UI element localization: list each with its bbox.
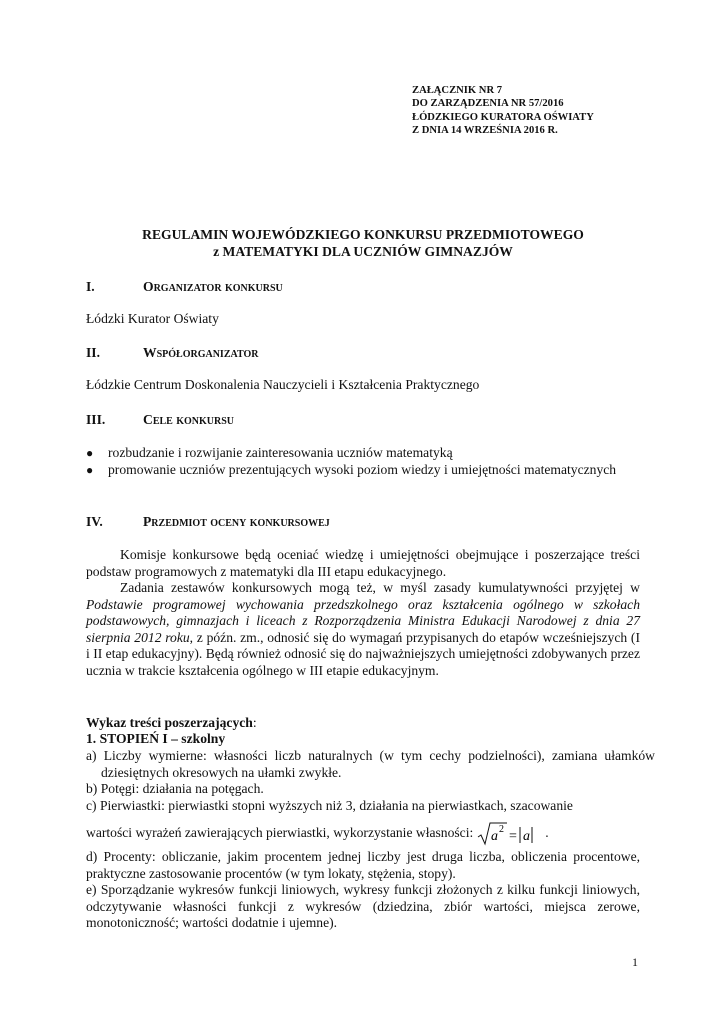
bullet-icon: ● <box>86 462 94 477</box>
page-number: 1 <box>632 955 638 969</box>
list-item <box>86 462 640 479</box>
section-heading-subject <box>86 514 330 531</box>
formula-var: a <box>491 828 499 844</box>
annex-line: Z DNIA 14 WRZEŚNIA 2016 R. <box>412 125 558 137</box>
regulation-title: Podstawie programowej wychowania przedszkolnego oraz kształcenia ogólnego w szkołach podstawowych, gimnazjach i liceach z Rozporządzenia Ministra Edukacji Narodowej z dnia 27 sierpnia 2012 roku <box>86 596 640 645</box>
section-heading-coorganizer <box>86 345 258 362</box>
paragraph-text: Zadania zestawów konkursowych mogą też, w myśl zasady kumulatywności przyjętej w <box>120 580 640 595</box>
scope-heading-text: Wykaz treści poszerzających <box>86 715 253 730</box>
list-item-text: promowanie uczniów prezentujących wysoki poziom wiedzy i umiejętności matematycznych <box>108 461 617 477</box>
scope-item-c-line2 <box>86 820 640 846</box>
formula-exp: 2 <box>499 823 505 835</box>
scope-item-d: d) Procenty: obliczanie, jakim procentem jednej liczby jest druga liczba, obliczenia procentowe, praktyczne zastosowanie procentów (w tym lokaty, stężenia, stopy). <box>86 849 640 881</box>
list-item-text: rozbudzanie i rozwijanie zainteresowania uczniów matematyką <box>108 445 453 460</box>
paragraph-text: , z późn. zm., odnosić się do wymagań przypisanych do etapów wcześniejszych (I i II etap edukacyjny). Będą również odnosić się do najważniejszych umiejętności zdobywanych przez ucznia w trakcie kształcenia ogólnego w III etapie edukacyjnym. <box>86 629 640 678</box>
section-heading-organizer <box>86 279 283 296</box>
scope-item-a: a) Liczby wymierne: własności liczb naturalnych (w tym cechy podzielności), zamiana ułamków dziesiętnych okresowych na ułamki zwykłe. <box>86 748 655 780</box>
section-title: Przedmiot oceny konkursowej <box>143 514 330 529</box>
section-number: IV. <box>86 514 103 529</box>
goals-list <box>86 445 640 478</box>
coorganizer-text: Łódzkie Centrum Doskonalenia Nauczycieli i Kształcenia Praktycznego <box>86 377 480 392</box>
section-heading-goals <box>86 412 234 429</box>
formula-abs-var: a <box>523 828 531 844</box>
bullet-icon: ● <box>86 446 94 460</box>
scope-heading-colon: : <box>252 715 257 730</box>
title-line-2: z MATEMATYKI DLA UCZNIÓW GIMNAZJÓW <box>213 243 513 259</box>
organizer-text: Łódzki Kurator Oświaty <box>86 311 219 326</box>
section-title: Organizator konkursu <box>143 279 283 294</box>
formula-eq: = <box>509 828 518 844</box>
scope-heading <box>86 715 640 732</box>
scope-item-c-text: wartości wyrażeń zawierających pierwiastki, wykorzystanie własności: <box>86 825 474 840</box>
scope-item-c-end: . <box>545 825 549 840</box>
scope-item-c-line1: c) Pierwiastki: pierwiastki stopni wyższych niż 3, działania na pierwiastkach, szacowanie <box>86 798 573 813</box>
section-number: III. <box>86 412 106 427</box>
scope-item-b: b) Potęgi: działania na potęgach. <box>86 781 264 796</box>
annex-header <box>412 84 594 138</box>
section-title: Cele konkursu <box>143 412 235 427</box>
subject-paragraph-1: Komisje konkursowe będą oceniać wiedzę i umiejętności obejmujące i poszerzające treści podstaw programowych z matematyki dla III etapu edukacyjnego. <box>86 547 640 579</box>
level-heading: 1. STOPIEŃ I – szkolny <box>86 731 226 746</box>
document-title <box>86 227 640 260</box>
annex-line: ZAŁĄCZNIK NR 7 <box>412 85 503 96</box>
list-item <box>86 445 640 462</box>
annex-line: ŁÓDZKIEGO KURATORA OŚWIATY <box>412 111 594 123</box>
section-title: Współorganizator <box>143 345 259 360</box>
section-number: I. <box>86 279 95 294</box>
subject-paragraph-2 <box>86 580 640 679</box>
sqrt-formula <box>477 821 539 847</box>
section-number: II. <box>86 345 100 360</box>
scope-item-e: e) Sporządzanie wykresów funkcji liniowych, wykresy funkcji złożonych z kilku funkcji liniowych, odczytywanie własności funkcji z wykresów (dziedzina, zbiór wartości, miejsca zerowe, monotoniczność; wartości dodatnie i ujemne). <box>86 882 640 930</box>
title-line-1: REGULAMIN WOJEWÓDZKIEGO KONKURSU PRZEDMIOTOWEGO <box>142 227 584 242</box>
annex-line: DO ZARZĄDZENIA NR 57/2016 <box>412 98 564 110</box>
